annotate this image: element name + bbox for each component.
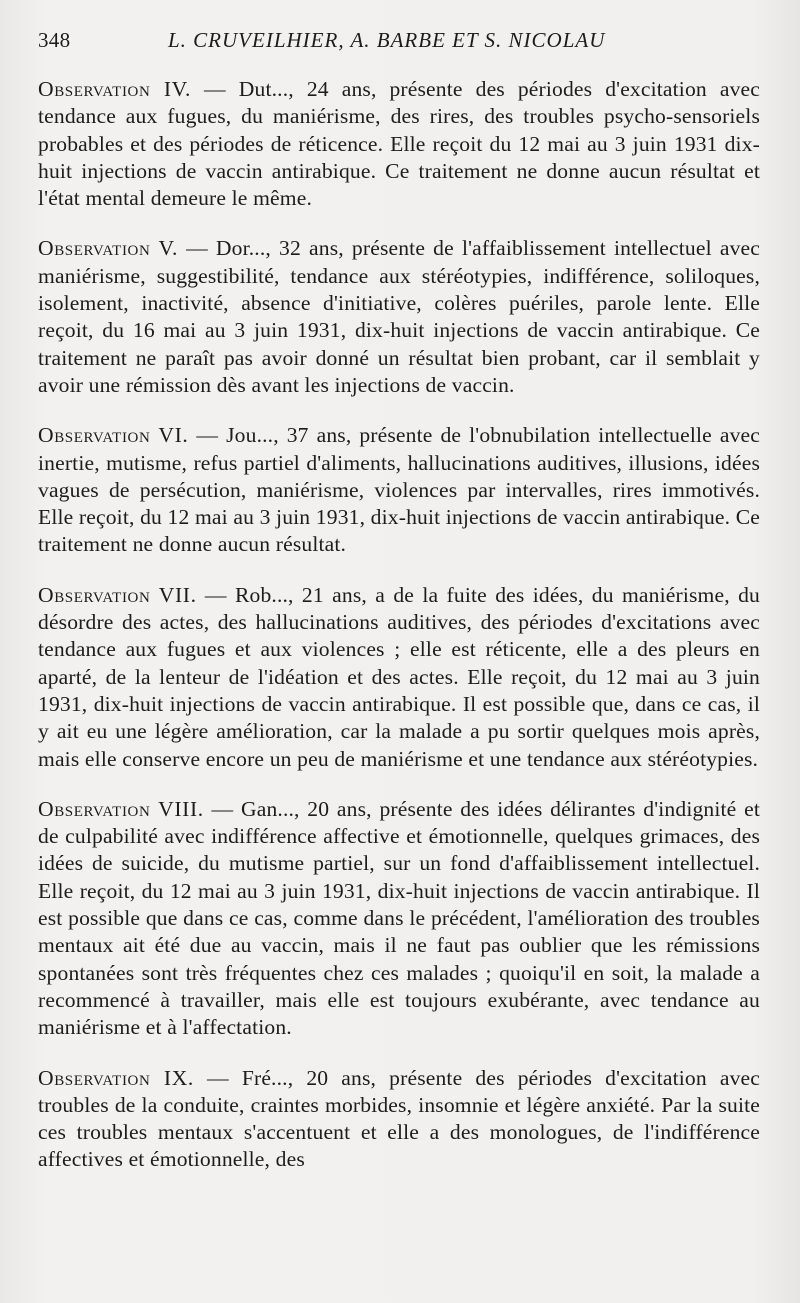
observation-iv-text: — Dut..., 24 ans, présente des périodes d'excitation avec tendance aux fugues, du maniérisme, des rires, des troubles psycho-sensoriels probables et des périodes de réticence. Elle reçoit du 12 mai au 3 juin 1931 dix-huit injections de vaccin antirabique. Ce traitement ne donne aucun résultat et l'état mental demeure le même. bbox=[38, 77, 760, 211]
paragraph-spacer bbox=[38, 399, 760, 422]
observation-vi bbox=[38, 422, 760, 558]
observation-v bbox=[38, 235, 760, 399]
header-authors: L. CRUVEILHIER, A. BARBE ET S. NICOLAU bbox=[168, 28, 606, 52]
observation-viii bbox=[38, 796, 760, 1042]
observation-ix bbox=[38, 1065, 760, 1174]
observation-v-text: — Dor..., 32 ans, présente de l'affaiblissement intellectuel avec maniérisme, suggestibilité, tendance aux stéréotypies, indifférence, soliloques, isolement, inactivité, absence d'initiative, colères puériles, parole lente. Elle reçoit, du 16 mai au 3 juin 1931, dix-huit injections de vaccin antirabique. Ce traitement ne paraît pas avoir donné un résultat bien probant, car il semblait y avoir une rémission dès avant les injections de vaccin. bbox=[38, 236, 760, 397]
observation-viii-title: Observation VIII. bbox=[38, 796, 204, 821]
observation-vii bbox=[38, 582, 760, 773]
observation-vi-title: Observation VI. bbox=[38, 423, 189, 448]
paragraph-spacer bbox=[38, 1042, 760, 1065]
paragraph-spacer bbox=[38, 559, 760, 582]
paragraph-spacer bbox=[38, 773, 760, 796]
page-number: 348 bbox=[38, 28, 71, 52]
observation-vi-text: — Jou..., 37 ans, présente de l'obnubilation intellectuelle avec inertie, mutisme, refus partiel d'aliments, hallucinations auditives, illusions, idées vagues de persécution, maniérisme, violences par intervalles, rires immotivés. Elle reçoit, du 12 mai au 3 juin 1931, dix-huit injections de vaccin antirabique. Ce traitement ne donne aucun résultat. bbox=[38, 423, 761, 557]
observation-iv-title: Observation IV. bbox=[38, 77, 192, 101]
observation-viii-text: — Gan..., 20 ans, présente des idées délirantes d'indignité et de culpabilité avec indifférence affective et émotionnelle, quelques grimaces, des idées de suicide, du mutisme partiel, sur un fond d'affaiblissement intellectuel. Elle reçoit, du 12 mai au 3 juin 1931, dix-huit injections de vaccin antirabique. Il est possible que dans ce cas, comme dans le précédent, l'amélioration des troubles mentaux ait été due au vaccin, mais il ne faut pas oublier que les rémissions spontanées sont très fréquentes chez ces malades ; quoiqu'il en soit, la malade a recommencé à travailler, mais elle est toujours exubérante, avec tendance au maniérisme et à l'affectation. bbox=[38, 796, 761, 1040]
observation-ix-title: Observation IX. bbox=[38, 1065, 194, 1090]
running-header bbox=[38, 28, 760, 62]
paragraph-spacer bbox=[38, 212, 760, 235]
observation-vii-text: — Rob..., 21 ans, a de la fuite des idées, du maniérisme, du désordre des actes, des hallucinations auditives, des périodes d'excitations avec tendance aux fugues et aux violences ; elle est réticente, elle a des pleurs en aparté, de la lenteur de l'idéation et des actes. Elle reçoit, du 12 mai au 3 juin 1931, dix-huit injections de vaccin antirabique. Il est possible que, dans ce cas, il y ait eu une légère amélioration, car la malade a pu sortir quelques mois après, mais elle conserve encore un peu de maniérisme et une tendance aux stéréotypies. bbox=[38, 582, 760, 771]
observation-iv bbox=[38, 76, 760, 212]
observation-vii-title: Observation VII. bbox=[38, 582, 197, 607]
observation-v-title: Observation V. bbox=[38, 236, 178, 261]
observation-ix-text: — Fré..., 20 ans, présente des périodes d'excitation avec troubles de la conduite, craintes morbides, insomnie et légère anxiété. Par la suite ces troubles mentaux s'accentuent et elle a des monologues, de l'indifférence affectives et émotionnelle, des bbox=[38, 1065, 760, 1172]
